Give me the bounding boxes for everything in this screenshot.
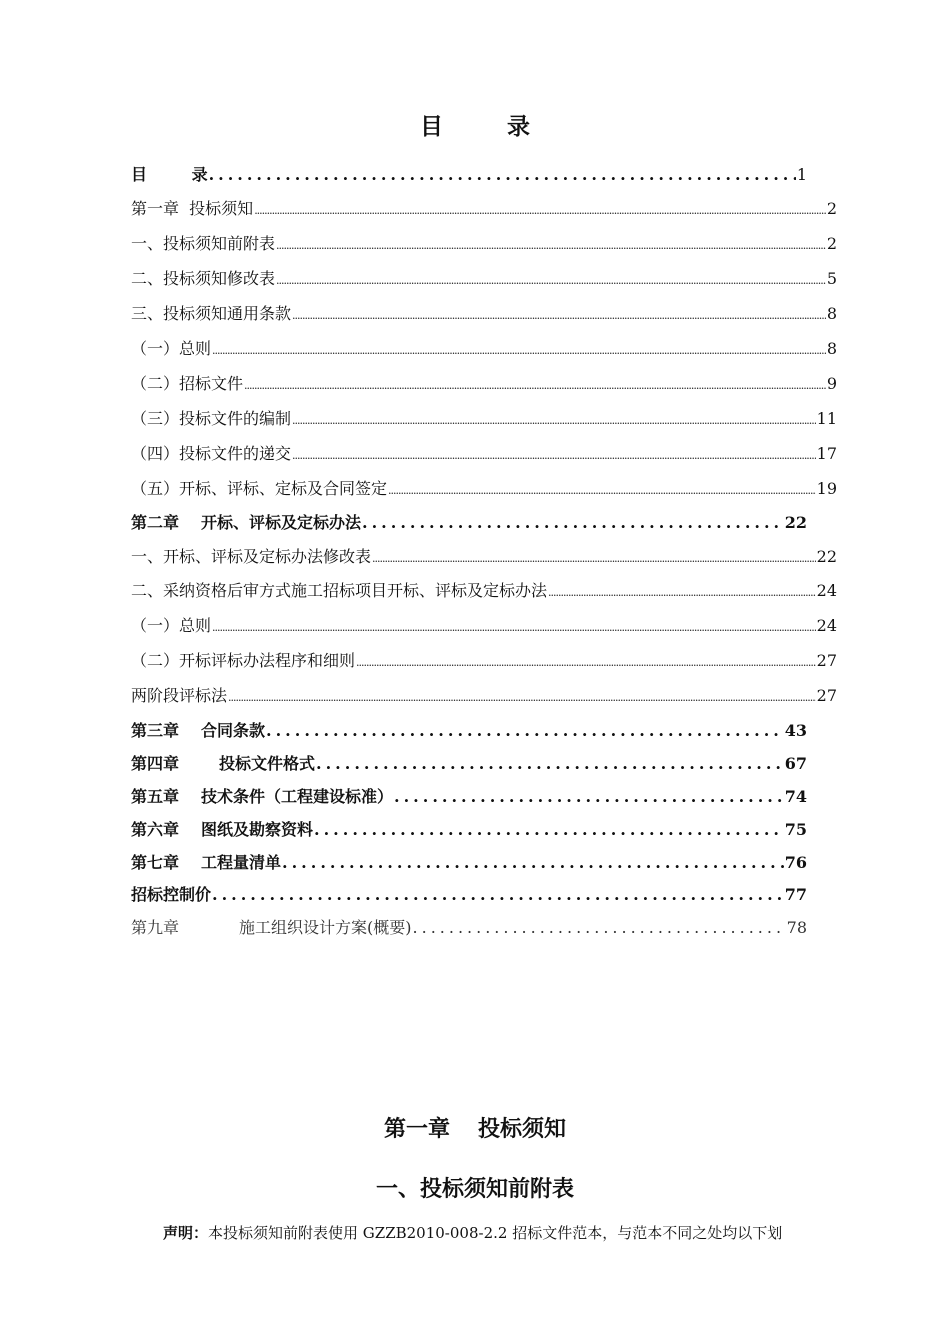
toc-entry-chapter[interactable] [131, 751, 807, 774]
toc-entry-page: 75 [784, 820, 807, 839]
leader-dots [548, 586, 816, 599]
toc-entry-label [131, 784, 393, 807]
chapter-number: 第五章 [131, 787, 180, 806]
chapter-title: 施工组织设计方案(概要) [239, 918, 412, 937]
toc-entry[interactable] [131, 231, 837, 254]
toc-entry-label: （二）招标文件 [131, 374, 244, 393]
toc-entry-label: 两阶段评标法 [131, 686, 228, 705]
toc-entry-page: 9 [826, 374, 837, 393]
toc-entry-label: 第一章 投标须知 [131, 199, 254, 218]
toc-entry-chapter[interactable] [131, 718, 807, 741]
toc-entry-page: 1 [796, 165, 807, 184]
leader-dots [356, 656, 816, 669]
leader-dots [394, 787, 784, 806]
toc-entry[interactable] [131, 648, 837, 671]
section-heading: 一、投标须知前附表 [375, 1176, 574, 1202]
toc-entry[interactable] [131, 441, 837, 464]
leader-dots [413, 918, 786, 937]
toc-entry-label: （二）开标评标办法程序和细则 [131, 651, 356, 670]
toc-entry-label [131, 718, 265, 741]
chapter-number: 第六章 [131, 820, 180, 839]
toc-entry-page: 24 [816, 581, 837, 600]
chapter-title: 开标、评标及定标办法 [201, 513, 362, 532]
toc-entry-label [131, 915, 412, 938]
toc-entry-page: 2 [826, 199, 837, 218]
leader-dots [244, 379, 826, 392]
toc-entry-page: 27 [816, 686, 837, 705]
chapter-title: 工程量清单 [201, 853, 282, 872]
toc-entry-label: 一、开标、评标及定标办法修改表 [131, 547, 372, 566]
chapter-title: 图纸及勘察资料 [201, 820, 314, 839]
toc-entry-page: 24 [816, 616, 837, 635]
toc-entry-chapter[interactable] [131, 915, 807, 938]
toc-entry[interactable] [131, 578, 837, 601]
leader-dots [212, 344, 826, 357]
toc-entry-page: 8 [826, 304, 837, 323]
chapter-heading [0, 1112, 950, 1143]
leader-dots [292, 309, 826, 322]
toc-entry[interactable] [131, 683, 837, 706]
toc-entry-page: 5 [826, 269, 837, 288]
toc-entry-page: 76 [784, 853, 807, 872]
toc-entry-page: 17 [816, 444, 837, 463]
chapter-heading-number: 第一章 [383, 1116, 450, 1142]
leader-dots [209, 165, 796, 184]
toc-entry-label: 一、投标须知前附表 [131, 234, 276, 253]
toc-entry-label: （一）总则 [131, 616, 212, 635]
leader-dots [212, 621, 816, 634]
declaration-text: 本投标须知前附表使用 GZZB2010-008-2.2 招标文件范本，与范本不同之处均以下划 [208, 1224, 783, 1242]
chapter-number: 第七章 [131, 853, 180, 872]
chapter-number: 第四章 [131, 754, 180, 773]
toc-entry-label: 招标控制价 [131, 885, 212, 904]
toc-entry[interactable] [131, 196, 837, 219]
toc-entry-label: （四）投标文件的递交 [131, 444, 292, 463]
toc-title [0, 108, 950, 141]
toc-entry-label: （一）总则 [131, 339, 212, 358]
toc-entry-chapter[interactable] [131, 784, 807, 807]
toc-entry-page: 67 [784, 754, 807, 773]
toc-entry-page: 19 [816, 479, 837, 498]
leader-dots [276, 239, 826, 252]
toc-entry[interactable] [131, 336, 837, 359]
toc-entry-label: 三、投标须知通用条款 [131, 304, 292, 323]
toc-title-right: 录 [507, 113, 530, 140]
leader-dots [212, 885, 784, 904]
toc-entry-label: 二、采纳资格后审方式施工招标项目开标、评标及定标办法 [131, 581, 548, 600]
chapter-title: 投标文件格式 [219, 754, 316, 773]
toc-entry-label: 二、投标须知修改表 [131, 269, 276, 288]
leader-dots [362, 513, 784, 532]
toc-entry-label [131, 510, 361, 533]
toc-entry-label [131, 751, 315, 774]
chapter-title: 技术条件（工程建设标准） [201, 787, 394, 806]
chapter-number: 第二章 [131, 513, 180, 532]
chapter-heading-title: 投标须知 [478, 1116, 567, 1142]
toc-entry-page: 74 [784, 787, 807, 806]
toc-entry-label: 目 录 [131, 165, 208, 184]
leader-dots [314, 820, 784, 839]
toc-entry-chapter[interactable] [131, 850, 807, 873]
declaration-label: 声明： [163, 1224, 209, 1242]
toc-entry[interactable] [131, 301, 837, 324]
toc-entry-label: （五）开标、评标、定标及合同签定 [131, 479, 388, 498]
toc-entry-chapter[interactable] [131, 817, 807, 840]
toc-entry[interactable] [131, 266, 837, 289]
toc-entry-page: 27 [816, 651, 837, 670]
toc-entry-page: 22 [784, 513, 807, 532]
toc-entry-label [131, 817, 313, 840]
toc-entry-page: 2 [826, 234, 837, 253]
declaration-paragraph [163, 1222, 782, 1243]
leader-dots [292, 414, 816, 427]
toc-entry[interactable] [131, 476, 837, 499]
toc-entry-chapter[interactable] [131, 510, 807, 533]
leader-dots [254, 204, 826, 217]
toc-entry[interactable] [131, 882, 807, 905]
toc-entry-page: 11 [816, 409, 837, 428]
toc-entry[interactable] [131, 613, 837, 636]
toc-entry[interactable] [131, 544, 837, 567]
toc-entry-page: 77 [784, 885, 807, 904]
leader-dots [228, 691, 816, 704]
leader-dots [316, 754, 784, 773]
chapter-number: 第九章 [131, 918, 180, 937]
chapter-title: 合同条款 [201, 721, 266, 740]
toc-entry-label: （三）投标文件的编制 [131, 409, 292, 428]
chapter-number: 第三章 [131, 721, 180, 740]
toc-entry-page: 43 [784, 721, 807, 740]
toc-title-left: 目 [420, 113, 443, 140]
leader-dots [388, 484, 816, 497]
toc-entry-label [131, 850, 281, 873]
toc-entry[interactable] [131, 162, 807, 185]
toc-entry-page: 8 [826, 339, 837, 358]
leader-dots [292, 449, 816, 462]
toc-entry-page: 22 [816, 547, 837, 566]
toc-entry[interactable] [131, 406, 837, 429]
leader-dots [282, 853, 784, 872]
toc-entry-page: 78 [786, 918, 807, 937]
toc-entry[interactable] [131, 371, 837, 394]
leader-dots [266, 721, 784, 740]
leader-dots [372, 552, 816, 565]
leader-dots [276, 274, 826, 287]
